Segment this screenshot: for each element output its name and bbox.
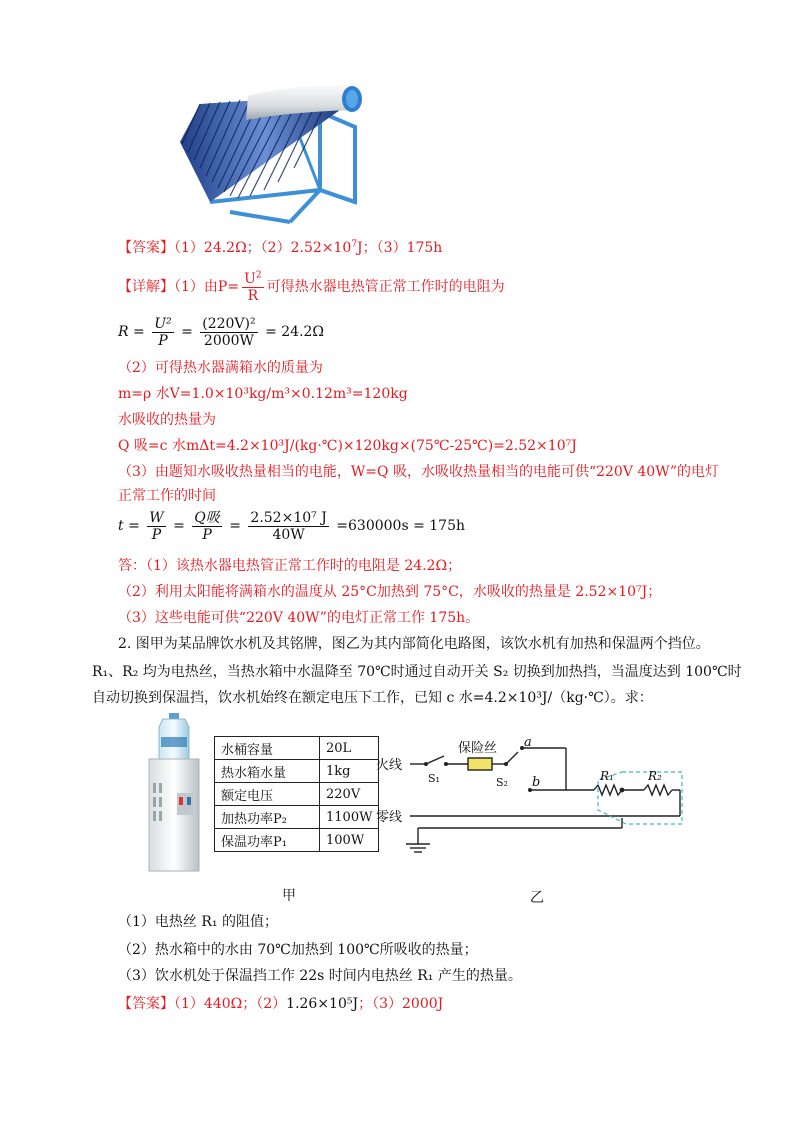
spec-row [215,783,379,806]
equation-resistance: R = $\frac{\text{U²}}{P}$ = $\frac{\text{(220V)²}}{2000W}$ = 24.2Ω [118,315,325,349]
detail-line-3: m=ρ 水V=1.0×10³kg/m³×0.12m³=120kg [118,386,408,402]
eq2-f3-num: 2.52×10⁷ J [250,509,327,526]
spec-row [215,806,379,829]
answer-line-1 [118,238,442,258]
spec-table [214,736,379,852]
answer-line-2 [118,994,443,1014]
label-live: 火线 [376,758,403,773]
answer-exponent: 7 [351,239,358,250]
detail-line-6: （3）由题知水吸收热量相当的电能，W=Q 吸，水吸收热量相当的电能可供“220V 40W”的电灯 [118,464,720,480]
spec-row [215,760,379,783]
eq2-f2-den: P [202,526,212,543]
spec-value: 20L [320,737,379,760]
spec-key: 保温功率P₁ [215,829,320,852]
solar-water-heater-image [170,82,370,230]
label-r2: R₂ [648,769,662,783]
q2-paragraph-2: R₁、R₂ 均为电热丝，当热水箱中水温降至 70℃时通过自动开关 S₂ 切换到加热挡，当温度达到 100℃时 [92,664,742,680]
eq2-f1-den: P [151,526,162,543]
formula-numerator-sup: 2 [255,269,262,280]
detail-tag: 【详解】 [118,279,174,295]
q2-paragraph-1: 2. 图甲为某品牌饮水机及其铭牌，图乙为其内部简化电路图，该饮水机有加热和保温两个挡位。 [118,636,710,652]
answer2-part-c: ；（3）2000J [358,996,444,1012]
label-fuse: 保险丝 [458,741,498,756]
eq1-f2-num: (220V)² [202,315,256,332]
q2-paragraph-3: 自动切换到保温挡，饮水机始终在额定电压下工作，已知 c 水=4.2×10³J/（kg·℃）。求： [92,690,653,706]
spec-key: 水桶容量 [215,737,320,760]
eq2-f2-num: Q吸 [194,509,220,526]
detail-line-2: （2）可得热水器满箱水的质量为 [118,360,323,376]
caption-yi: 乙 [530,890,544,906]
detail-line-4: 水吸收的热量为 [118,412,216,428]
formula-denominator: R [247,287,259,304]
detail-l1-suffix: 可得热水器电热管正常工作时的电阻为 [266,279,505,295]
sub-question-2: （2）热水箱中的水由 70℃加热到 100℃所吸收的热量； [118,942,478,958]
eq1-fraction-2 [200,316,257,349]
detail-line-7: 正常工作的时间 [118,488,216,504]
spec-value: 1100W [320,806,379,829]
spec-key: 额定电压 [215,783,320,806]
spec-table-body [215,737,379,852]
answer2-tag: 【答案】 [118,996,174,1012]
label-s2: S₂ [496,776,508,789]
label-b: b [532,775,541,790]
label-a: a [524,735,532,750]
equation-time: t = $\frac{W}{P}$ = $\frac{\text{Q吸}}{P}$ = $\frac{\text{2.52×10⁷ J}}{40W}$ =630000s = 175h [118,509,466,543]
eq2-f1-num: W [149,509,164,526]
answer-tag: 【答案】 [118,240,174,256]
eq2-lhs: t = [118,518,140,534]
spec-value: 1kg [320,760,379,783]
eq2-result: =630000s = 175h [336,518,466,534]
answer2-part-a: （1）440Ω；（2） [174,996,287,1012]
eq1-lhs: R = [118,324,145,340]
answer-text: （1）24.2Ω；（2）2.52×10 [174,240,352,256]
spec-row [215,737,379,760]
spec-row [215,829,379,852]
answer-tail: J；（3）175h [357,240,443,256]
eq2-f3-den: 40W [272,526,305,543]
detail-line-1 [118,270,505,304]
circuit-diagram [376,734,696,864]
eq1-f1-num: U² [154,315,172,332]
spec-value: 100W [320,829,379,852]
caption-jia: 甲 [282,888,296,904]
label-s1: S₁ [428,772,440,785]
sub-question-3: （3）饮水机处于保温挡工作 22s 时间内电热丝 R₁ 产生的热量。 [118,968,522,984]
detail-l1-prefix: （1）由P= [174,279,240,295]
eq1-f1-den: P [158,332,168,349]
power-formula-fraction [242,271,264,304]
water-dispenser-image [145,713,203,873]
eq1-result: = 24.2Ω [265,324,325,340]
eq2-fraction-3 [248,510,328,543]
conclusion-3: （3）这些电能可供“220V 40W”的电灯正常工作 175h。 [118,610,480,626]
spec-key: 加热功率P₂ [215,806,320,829]
eq2-fraction-2 [192,510,221,543]
spec-key: 热水箱水量 [215,760,320,783]
detail-line-5: Q 吸=c 水mΔt=4.2×10³J/(kg·℃)×120kg×(75℃-25℃)=2.52×10⁷J [118,438,577,454]
conclusion-2: （2）利用太阳能将满箱水的温度从 25°C加热到 75°C，水吸收的热量是 2.52×10⁷J； [118,584,662,600]
answer2-part-b: 1.26×10⁵J [286,996,359,1012]
label-neutral: 零线 [376,810,403,825]
spec-value: 220V [320,783,379,806]
eq2-fraction-1 [147,510,165,543]
formula-numerator: U [244,270,256,287]
conclusion-1: 答：（1）该热水器电热管正常工作时的电阻是 24.2Ω； [118,558,462,574]
eq1-fraction-1 [152,316,173,349]
eq1-f2-den: 2000W [203,332,254,349]
label-r1: R₁ [600,769,614,783]
sub-question-1: （1）电热丝 R₁ 的阻值； [118,914,278,930]
